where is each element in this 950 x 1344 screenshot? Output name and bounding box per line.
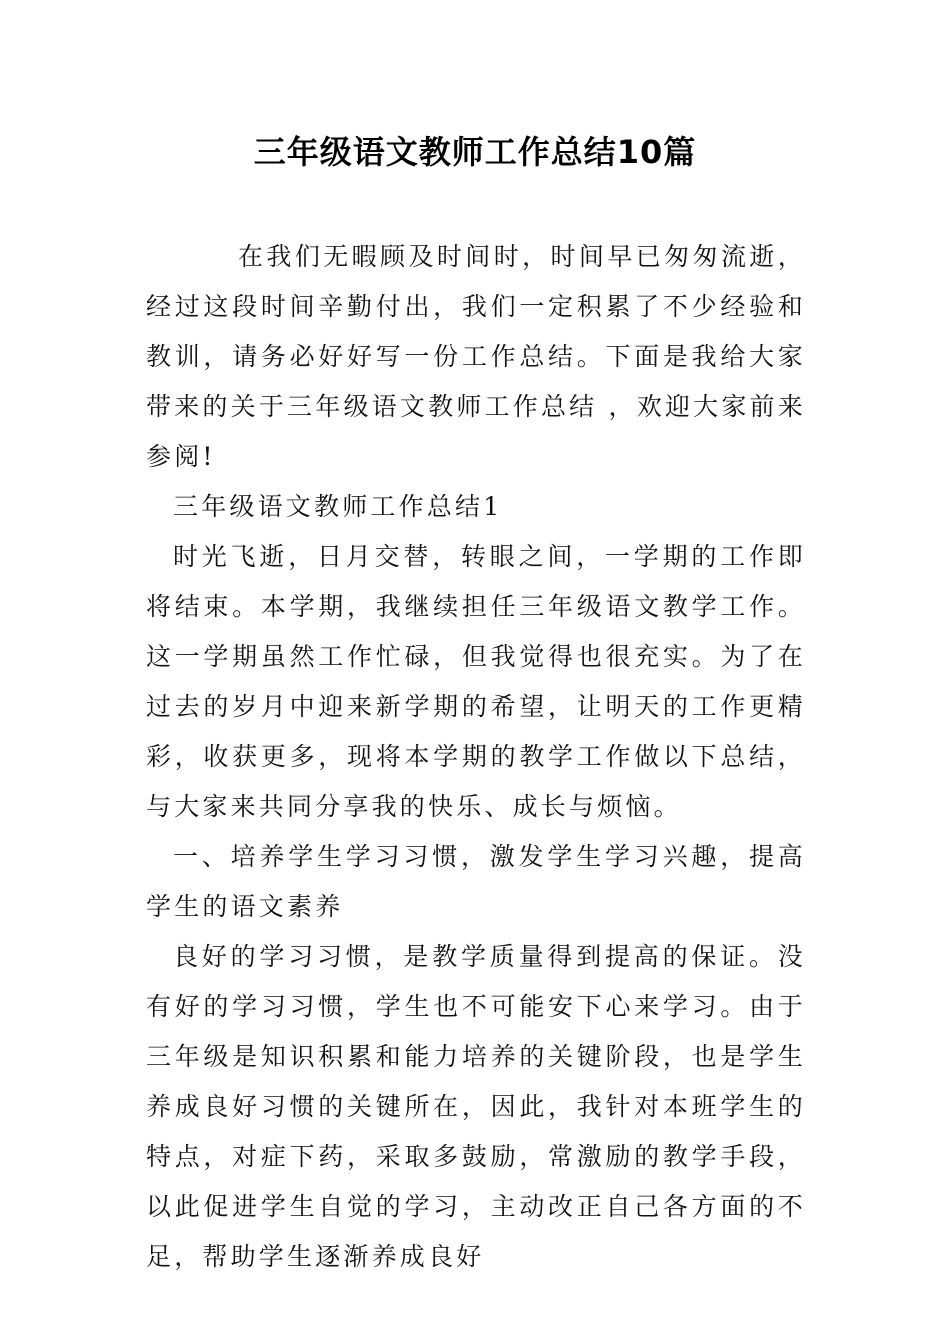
body-paragraph: 良好的学习习惯，是教学质量得到提高的保证。没有好的学习习惯，学生也不可能安下心来学习。由于三年级是知识积累和能力培养的关键阶段，也是学生养成良好习惯的关键所在，因此，我针对本班学生的特点，对症下药，采取多鼓励，常激励的教学手段，以此促进学生自觉的学习，主动改正自己各方面的不足，帮助学生逐渐养成良好	[146, 942, 806, 1271]
document-body	[146, 232, 806, 1282]
subsection-heading: 一、培养学生学习习惯，激发学生学习兴趣，提高学生的语文素养	[146, 842, 806, 921]
document-title: 三年级语文教师工作总结10篇	[253, 133, 697, 171]
body-paragraph: 时光飞逝，日月交替，转眼之间，一学期的工作即将结束。本学期，我继续担任三年级语文教学工作。这一学期虽然工作忙碌，但我觉得也很充实。为了在过去的岁月中迎来新学期的希望，让明天的工作更精彩，收获更多，现将本学期的教学工作做以下总结，与大家来共同分享我的快乐、成长与烦恼。	[146, 542, 806, 821]
section-heading: 三年级语文教师工作总结1	[173, 492, 503, 521]
intro-paragraph: 在我们无暇顾及时间时，时间早已匆匆流逝，经过这段时间辛勤付出，我们一定积累了不少经验和教训，请务必好好写一份工作总结。下面是我给大家带来的关于三年级语文教师工作总结 ，欢迎大家前来参阅!	[146, 242, 806, 471]
